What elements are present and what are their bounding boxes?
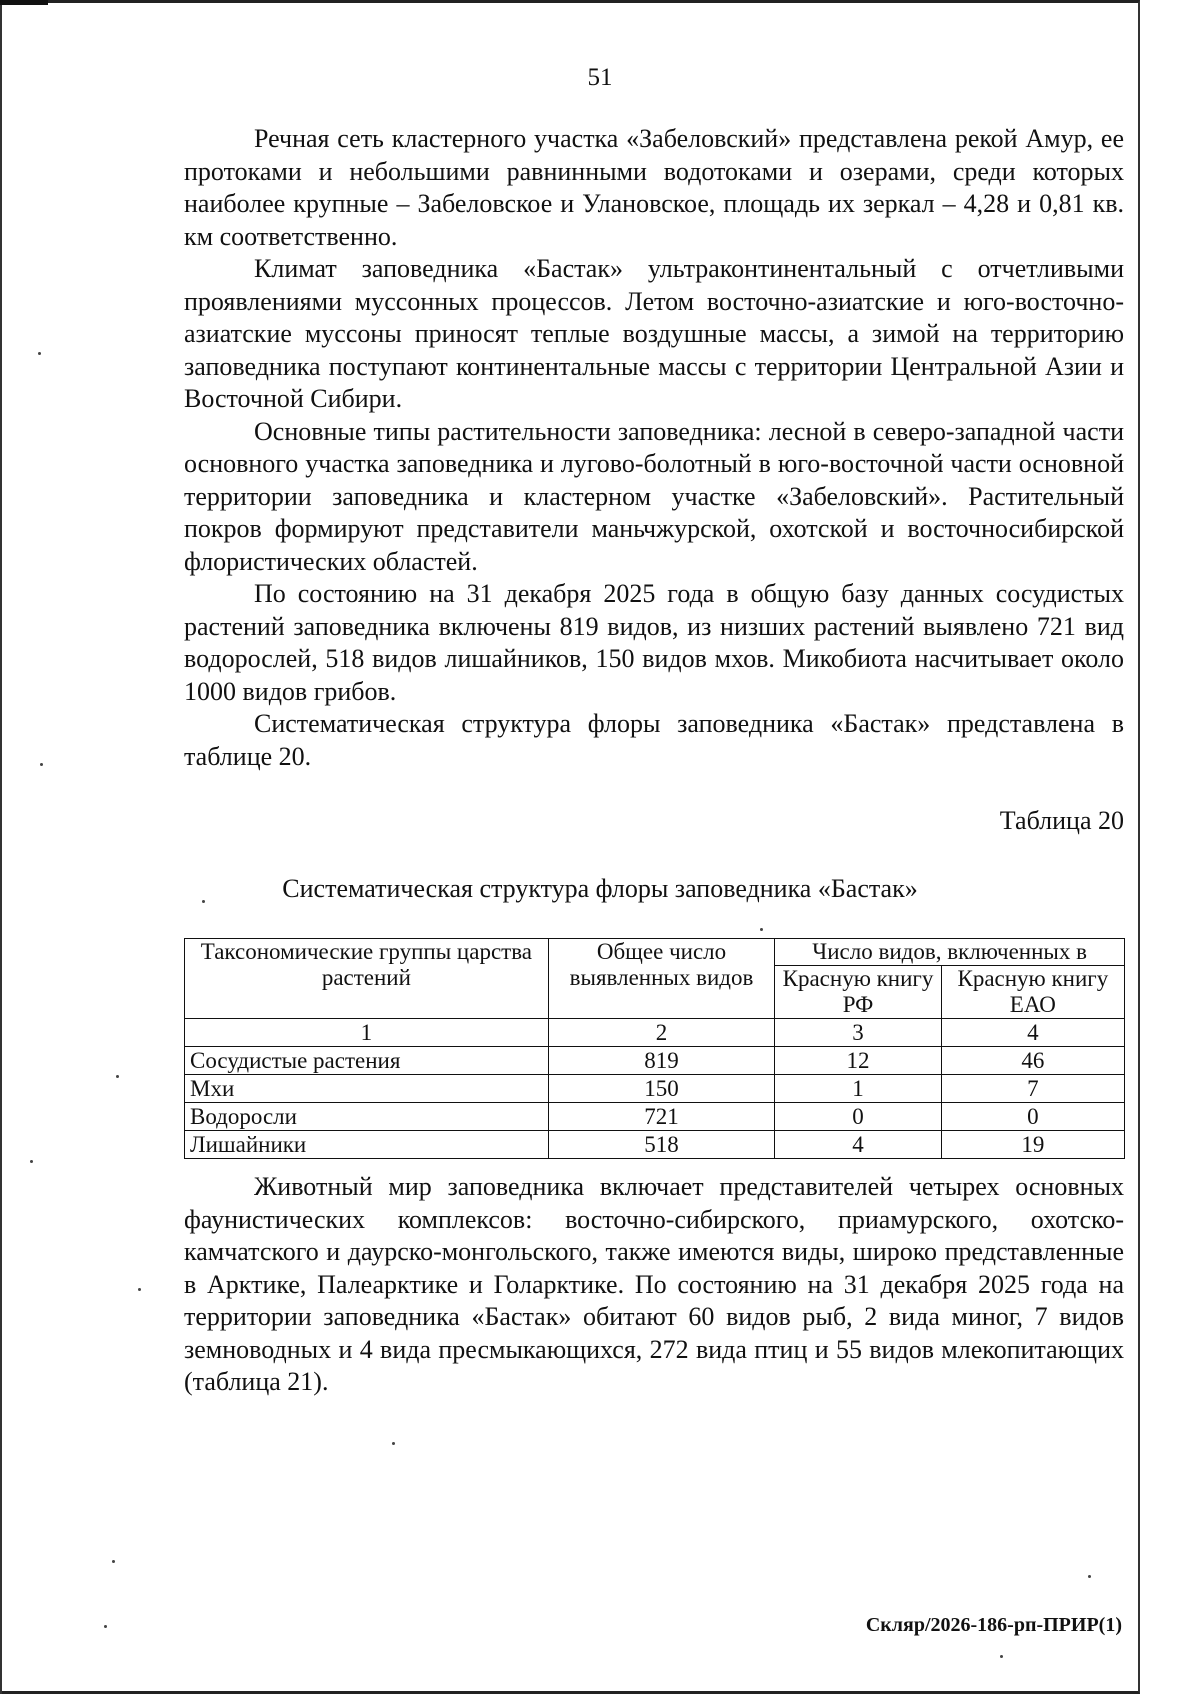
table-row bbox=[185, 1075, 1125, 1103]
cell-red-book-rf: 1 bbox=[775, 1075, 941, 1103]
cell-red-book-eao: 46 bbox=[941, 1047, 1124, 1075]
column-number: 2 bbox=[548, 1019, 775, 1047]
flora-structure-table bbox=[184, 938, 1125, 1159]
cell-red-book-eao: 19 bbox=[941, 1131, 1124, 1159]
cell-total: 518 bbox=[548, 1131, 775, 1159]
cell-red-book-rf: 4 bbox=[775, 1131, 941, 1159]
scan-speck bbox=[104, 1625, 107, 1628]
table-row bbox=[185, 1103, 1125, 1131]
scan-corner-mark bbox=[0, 0, 48, 5]
cell-total: 819 bbox=[548, 1047, 775, 1075]
paragraph-vegetation: Основные типы растительности заповедника: лесной в северо-западной части основного участка заповедника и лугово-болотный в юго-восточной части основной территории заповедника и кластерном участке «Забеловский». Растительный покров формируют представители маньчжурской, охотской и восточносибирской флористических областей. bbox=[184, 416, 1124, 576]
scan-speck bbox=[202, 900, 205, 903]
table-row bbox=[185, 1131, 1125, 1159]
column-number: 4 bbox=[941, 1019, 1124, 1047]
body-text-top bbox=[184, 123, 1124, 773]
scan-speck bbox=[1000, 1655, 1003, 1658]
paragraph-species-count: По состоянию на 31 декабря 2025 года в общую базу данных сосудистых растений заповедника включены 819 видов, из низших растений выявлено 721 вид водорослей, 518 видов лишайников, 150 видов мхов. Микобиота насчитывает около 1000 видов грибов. bbox=[184, 579, 1124, 706]
scan-speck bbox=[38, 352, 41, 355]
scan-speck bbox=[1088, 1575, 1091, 1578]
scan-speck bbox=[30, 1160, 33, 1163]
header-included-in: Число видов, включенных в bbox=[775, 939, 1125, 966]
paragraph-table-reference: Систематическая структура флоры заповедника «Бастак» представлена в таблице 20. bbox=[184, 709, 1124, 771]
table-row bbox=[185, 1047, 1125, 1075]
scan-speck bbox=[392, 1442, 395, 1445]
scan-speck bbox=[760, 928, 763, 931]
table-label: Таблица 20 bbox=[999, 806, 1124, 835]
paragraph-fauna: Животный мир заповедника включает представителей четырех основных фаунистических комплексов: восточно-сибирского, приамурского, охотско-камчатского и даурско-монгольского, также имеются виды, широко представленные в Арктике, Палеарктике и Голарктике. По состоянию на 31 декабря 2025 года на территории заповедника «Бастак» обитают 60 видов рыб, 2 вида миног, 7 видов земноводных и 4 вида пресмыкающихся, 272 вида птиц и 55 видов млекопитающих (таблица 21). bbox=[184, 1172, 1124, 1396]
header-red-book-rf: Красную книгу РФ bbox=[775, 966, 941, 1019]
scan-page-border-left bbox=[0, 0, 2, 1694]
scan-speck bbox=[40, 763, 43, 766]
cell-group: Сосудистые растения bbox=[185, 1047, 549, 1075]
body-text-bottom bbox=[184, 1171, 1124, 1399]
cell-red-book-rf: 12 bbox=[775, 1047, 941, 1075]
column-number: 1 bbox=[185, 1019, 549, 1047]
header-red-book-eao: Красную книгу ЕАО bbox=[941, 966, 1124, 1019]
table-column-numbers-row bbox=[185, 1019, 1125, 1047]
page-number: 51 bbox=[587, 64, 613, 91]
cell-total: 150 bbox=[548, 1075, 775, 1103]
scan-speck bbox=[138, 1288, 141, 1291]
cell-red-book-eao: 0 bbox=[941, 1103, 1124, 1131]
cell-red-book-rf: 0 bbox=[775, 1103, 941, 1131]
cell-group: Мхи bbox=[185, 1075, 549, 1103]
cell-red-book-eao: 7 bbox=[941, 1075, 1124, 1103]
table-title: Систематическая структура флоры заповедника «Бастак» bbox=[282, 874, 918, 903]
cell-group: Водоросли bbox=[185, 1103, 549, 1131]
paragraph-climate: Климат заповедника «Бастак» ультраконтинентальный с отчетливыми проявлениями муссонных процессов. Летом восточно-азиатские и юго-восточно-азиатские муссоны приносят теплые воздушные массы, а зимой на территорию заповедника поступают континентальные массы с территории Центральной Азии и Восточной Сибири. bbox=[184, 254, 1124, 413]
table-header-row bbox=[185, 939, 1125, 966]
document-footer-code: Скляр/2026-186-рп-ПРИР(1) bbox=[865, 1614, 1122, 1636]
scan-speck bbox=[112, 1560, 115, 1563]
paragraph-river-network: Речная сеть кластерного участка «Забеловский» представлена рекой Амур, ее протоками и небольшими равнинными водотоками и озерами, среди которых наиболее крупные – Забеловское и Улановское, площадь их зеркал – 4,28 и 0,81 кв. км соответственно. bbox=[184, 124, 1124, 251]
column-number: 3 bbox=[775, 1019, 941, 1047]
cell-total: 721 bbox=[548, 1103, 775, 1131]
header-taxonomic-groups: Таксономические группы царства растений bbox=[185, 939, 549, 1019]
cell-group: Лишайники bbox=[185, 1131, 549, 1159]
header-total-species: Общее число выявленных видов bbox=[548, 939, 775, 1019]
scan-speck bbox=[116, 1075, 119, 1078]
